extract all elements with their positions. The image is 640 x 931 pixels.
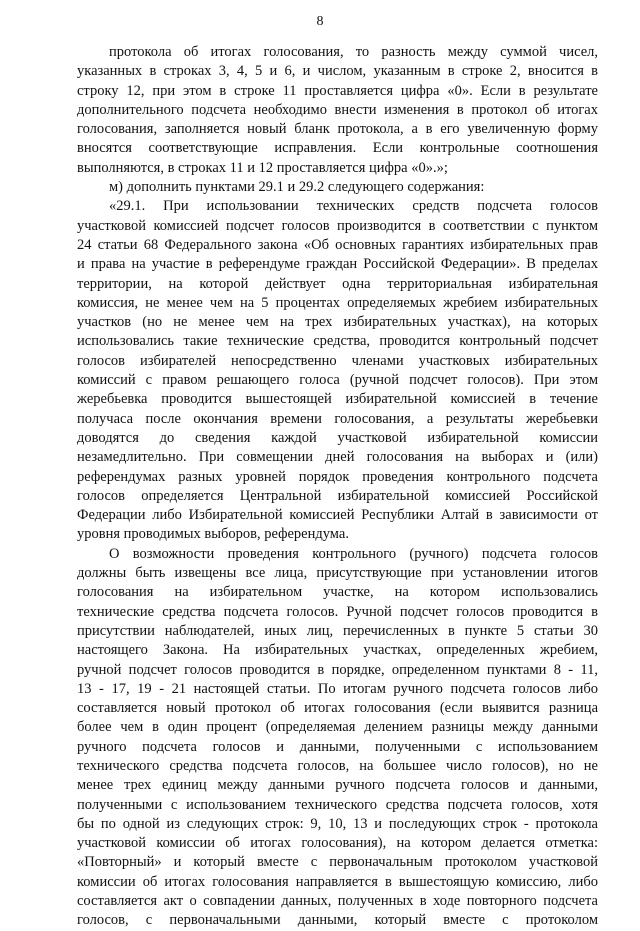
text-line: голосов, с первоначальными данными, который вместе с протоколом [77,912,598,929]
text-line: более чем в один процент (определяемая делением разницы между данными [77,719,598,736]
document-body [77,43,598,931]
text-line: О возможности проведения контрольного (ручного) подсчета голосов [109,545,598,562]
text-line: комиссия, не менее чем на 5 процентах определяемых жребием избирательных [77,294,598,311]
text-line: составляется акт о совпадении данных, полученных в ходе повторного подсчета [77,893,598,910]
text-line: строку 12, при этом в строке 11 проставляется цифра «0». Если в результате [77,82,598,99]
text-line: участков (но не менее чем на трех избирательных участках), на которых [77,314,598,331]
page-number: 8 [316,14,324,29]
text-line: комиссий с правом решающего голоса (ручной подсчет голосов). При этом [77,372,598,389]
text-line: 13 - 17, 19 - 21 настоящей статьи. По итогам ручного подсчета голосов либо [77,680,598,697]
text-line: Федерации либо Избирательной комиссией Республики Алтай в зависимости от [77,507,598,524]
text-line: ручного подсчета голосов и данными, полученными с использованием [77,738,598,755]
text-line: полученными с использованием технического средства подсчета голосов, хотя [77,796,598,813]
text-line: присутствии наблюдателей, иных лиц, перечисленных в пункте 5 статьи 30 [77,622,598,639]
text-line: доводятся до сведения каждой участковой избирательной комиссии [77,429,598,446]
text-line: протокола об итогах голосования, то разность между суммой чисел, [109,44,598,60]
text-line: получаса после окончания времени голосования, а результаты жеребьевки [77,410,598,427]
text-line: составляется новый протокол об итогах голосования (если выявится разница [77,700,598,717]
text-line: голосов избирателей непосредственно членами участковых избирательных [77,352,598,369]
text-line: уровня проводимых выборов, референдума. [77,526,349,543]
text-line: дополнительного подсчета необходимо внести изменения в протокол об итогах [77,101,598,118]
text-line: «29.1. При использовании технических средств подсчета голосов [109,198,598,215]
text-line: должны быть извещены все лица, присутствующие при установлении итогов [77,565,598,582]
text-line: менее трех единиц между данными ручного подсчета голосов и данными, [77,777,598,794]
text-line: бы по одной из следующих строк: 9, 10, 13 и последующих строк - протокола [77,815,598,832]
text-line: участковой комиссией подсчет голосов производится в соответствии с пунктом [77,217,598,234]
text-line: «Повторный» и который вместе с первоначальным протоколом участковой [77,854,598,871]
text-line: указанных в строках 3, 4, 5 и 6, и числом, указанным в строке 2, вносится в [77,63,598,80]
text-line: голосования, заполняется новый бланк протокола, а в его увеличенную форму [77,121,598,138]
text-line: технические средства подсчета голосов. Ручной подсчет голосов проводится в [77,603,598,620]
text-line: и права на участие в референдуме граждан Российской Федерации». В пределах [77,256,598,273]
text-line: комиссии об итогах голосования направляется в вышестоящую комиссию, либо [77,873,598,890]
text-line: выполняются, в строках 11 и 12 проставляется цифра «0».»; [77,159,448,176]
text-line: голосов определяется Центральной избирательной комиссией Российской [77,487,598,504]
text-line: технического средства подсчета голосов, на большее число голосов), но не [77,757,598,774]
text-line: референдумах разных уровней порядок проведения контрольного подсчета [77,468,598,485]
text-line: территории, на которой действует одна территориальная избирательная [77,275,598,292]
text-line: м) дополнить пунктами 29.1 и 29.2 следующего содержания: [109,179,485,196]
text-line: ручной подсчет голосов проводится в порядке, определенном пунктами 8 - 11, [77,661,598,678]
text-line: участковой комиссии об итогах голосования), на котором делается отметка: [77,835,598,852]
text-line: голосования на избирательном участке, на котором использовались [77,584,598,601]
text-line: настоящего Закона. На избирательных участках, определенных жребием, [77,642,598,659]
text-line: использовались такие технические средства, проводится контрольный подсчет [77,333,598,350]
text-line: незамедлительно. При совмещении дней голосования на выборах и (или) [77,449,598,466]
text-line: жеребьевка проводится вышестоящей избирательной комиссией в течение [77,391,598,408]
text-line: 24 статьи 68 Федерального закона «Об основных гарантиях избирательных прав [77,236,598,253]
text-line: вносятся соответствующие исправления. Если контрольные соотношения [77,140,598,157]
